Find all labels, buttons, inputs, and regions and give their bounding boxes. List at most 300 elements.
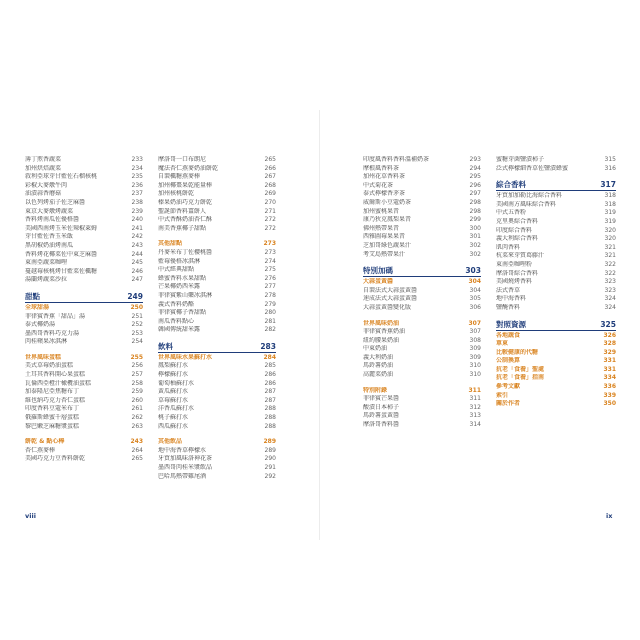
toc-title: 油漬蒜香蘑菇 xyxy=(25,190,62,198)
toc-page-number: 263 xyxy=(131,422,143,430)
toc-page-number: 336 xyxy=(603,383,616,391)
toc-entry xyxy=(25,233,143,242)
toc-entry xyxy=(363,233,481,242)
toc-title: 抗老「食養」聖處 xyxy=(496,365,545,373)
toc-title: 摩洛哥香料醬 xyxy=(363,421,400,429)
toc-entry xyxy=(496,227,616,236)
toc-page-number: 273 xyxy=(264,248,276,256)
toc-title: 餅乾 & 點心棒 xyxy=(25,438,65,446)
toc-subsection-heading xyxy=(496,349,616,358)
toc-title: 各地蔬食 xyxy=(496,331,521,339)
toc-entry xyxy=(363,156,481,165)
toc-page-number: 311 xyxy=(469,395,481,403)
toc-page-number: 235 xyxy=(131,173,143,181)
toc-subsection-heading xyxy=(496,340,616,349)
toc-title: 佛州熱帶果昔 xyxy=(363,224,400,232)
toc-entry xyxy=(496,235,616,244)
toc-page-number: 253 xyxy=(131,329,143,337)
toc-page-number: 294 xyxy=(469,164,481,172)
toc-title: 美國巧克力豆香料餅乾 xyxy=(25,455,86,463)
toc-page-number: 322 xyxy=(604,269,616,277)
toc-entry xyxy=(25,447,143,456)
toc-page-number: 285 xyxy=(264,362,276,370)
toc-page-number: 282 xyxy=(264,326,276,334)
toc-entry xyxy=(363,199,481,208)
toc-title: 菲律賓椰子香甜點 xyxy=(158,309,207,317)
toc-page-number: 239 xyxy=(131,207,143,215)
toc-title: 中東奶油 xyxy=(363,345,388,353)
toc-title: 肉桂蘋果冰淇淋 xyxy=(25,338,68,346)
toc-page-number: 331 xyxy=(603,357,616,365)
toc-entry xyxy=(158,326,276,335)
toc-title: 菲律賓香蕉奶油 xyxy=(363,328,406,336)
toc-page-number: 301 xyxy=(469,233,481,241)
toc-page-number: 241 xyxy=(131,224,143,232)
toc-title: 參考文獻 xyxy=(496,383,521,391)
toc-title: 世界風味奶油 xyxy=(363,319,400,327)
toc-subsection-heading xyxy=(496,374,616,383)
toc-entry xyxy=(158,199,276,208)
toc-title: 義大利奶油 xyxy=(363,353,394,361)
toc-entry xyxy=(363,337,481,346)
spacer xyxy=(363,313,481,320)
toc-title: 菲律賓紫山藥冰淇淋 xyxy=(158,291,213,299)
toc-page-number: 267 xyxy=(264,173,276,181)
toc-title: 加州核桃餅乾 xyxy=(158,190,195,198)
toc-page-number: 300 xyxy=(469,224,481,232)
toc-page-number: 234 xyxy=(131,164,143,172)
toc-section-heading xyxy=(496,180,616,191)
toc-page-number: 274 xyxy=(264,257,276,265)
toc-page-number: 320 xyxy=(604,226,616,234)
toc-entry xyxy=(363,216,481,225)
toc-title: 印度綜合香料 xyxy=(496,226,533,234)
toc-page-number: 261 xyxy=(131,405,143,413)
toc-page-number: 320 xyxy=(604,235,616,243)
toc-entry xyxy=(25,362,143,371)
toc-page-number: 244 xyxy=(131,250,143,258)
toc-title: 鳳梨蘇打水 xyxy=(158,362,189,370)
toc-entry xyxy=(158,414,276,423)
spacer xyxy=(158,233,276,240)
toc-subsection-heading xyxy=(496,357,616,366)
toc-entry xyxy=(25,388,143,397)
page-number-left: viii xyxy=(25,512,36,520)
toc-title: 魔法杏仁燕麥奶油餅乾 xyxy=(158,164,219,172)
toc-page-number: 289 xyxy=(264,446,276,454)
toc-entry xyxy=(25,251,143,260)
toc-entry xyxy=(158,165,276,174)
toc-page-number: 302 xyxy=(469,241,481,249)
toc-title: 檸檬蘇打水 xyxy=(158,371,189,379)
toc-title: 特別附錄 xyxy=(363,386,388,394)
toc-page-number: 334 xyxy=(603,374,616,382)
toc-section-heading xyxy=(158,342,276,353)
toc-page-number: 260 xyxy=(131,396,143,404)
toc-title: 敘利亞球芽甘藍佐石榴核桃 xyxy=(25,173,98,181)
toc-page-number: 309 xyxy=(469,353,481,361)
toc-page-number: 298 xyxy=(469,207,481,215)
toc-page-number: 331 xyxy=(603,365,616,373)
toc-entry xyxy=(363,295,481,304)
toc-title: 其他甜點 xyxy=(158,240,183,248)
toc-subsection-heading xyxy=(496,392,616,401)
toc-title: 藍莓優格冰淇淋 xyxy=(158,257,201,265)
toc-page-number: 279 xyxy=(264,300,276,308)
toc-title: 牙買加風味洛神花茶 xyxy=(158,455,213,463)
toc-entry xyxy=(25,371,143,380)
toc-subsection-heading xyxy=(496,383,616,392)
toc-title: 蜂蜜香料水果甜點 xyxy=(158,274,207,282)
toc-page-number: 310 xyxy=(469,362,481,370)
toc-entry xyxy=(496,201,616,210)
toc-page-number: 284 xyxy=(263,353,276,361)
toc-page-number: 306 xyxy=(469,303,481,311)
toc-title: 杭菜來芽質葛藤汁 xyxy=(496,252,545,260)
toc-page-number: 290 xyxy=(264,455,276,463)
toc-entry xyxy=(25,259,143,268)
toc-title: 印度風香料香料溫補奶茶 xyxy=(363,156,430,163)
toc-title: 自製楓糖燕麥棒 xyxy=(158,173,201,181)
toc-entry xyxy=(363,345,481,354)
toc-page-number: 259 xyxy=(131,388,143,396)
toc-page-number: 286 xyxy=(264,371,276,379)
toc-title: 俄羅斯蜂蜜千層蛋糕 xyxy=(25,414,80,422)
toc-page-number: 238 xyxy=(131,198,143,206)
toc-page-number: 257 xyxy=(131,371,143,379)
toc-title: 洋香瓜蘇打水 xyxy=(158,405,195,413)
toc-title: 中式菊花茶 xyxy=(363,181,394,189)
toc-title: 法式香草 xyxy=(496,286,521,294)
toc-entry xyxy=(158,447,276,456)
toc-page-number: 272 xyxy=(264,216,276,224)
toc-title: 加州椰棗果乾能量棒 xyxy=(158,181,213,189)
toc-page-number: 323 xyxy=(604,286,616,294)
toc-entry xyxy=(363,165,481,174)
toc-entry xyxy=(158,173,276,182)
toc-entry xyxy=(363,412,481,421)
toc-title: 對照資源 xyxy=(496,319,526,329)
toc-entry xyxy=(25,165,143,174)
toc-title: 摩洛哥一口布朗尼 xyxy=(158,156,207,163)
toc-page-number: 328 xyxy=(603,340,616,348)
toc-entry xyxy=(25,380,143,389)
toc-page-number: 277 xyxy=(264,283,276,291)
toc-page-number: 304 xyxy=(469,286,481,294)
toc-entry xyxy=(158,283,276,292)
book-gutter xyxy=(319,110,320,540)
toc-entry xyxy=(158,249,276,258)
toc-entry xyxy=(496,278,616,287)
toc-title: 加州蜜桃果昔 xyxy=(363,207,400,215)
toc-page-number: 304 xyxy=(468,278,481,286)
toc-title: 中式香酥奶油杏仁酥 xyxy=(158,216,213,224)
toc-entry xyxy=(25,313,143,322)
toc-subsection-heading xyxy=(363,320,481,329)
spacer xyxy=(25,431,143,438)
toc-entry xyxy=(25,225,143,234)
toc-title: 泰式椰奶湯 xyxy=(25,321,56,329)
toc-page-number: 315 xyxy=(604,156,616,163)
toc-page-number: 325 xyxy=(600,319,616,329)
toc-title: 大蒜蛋黃醬變化版 xyxy=(363,303,412,311)
toc-page-number: 271 xyxy=(264,207,276,215)
toc-title: 抗老「食養」指南 xyxy=(496,374,545,382)
toc-title: 牙買加加勒比海綜合香料 xyxy=(496,192,563,200)
toc-entry xyxy=(496,252,616,261)
toc-entry xyxy=(25,338,143,347)
toc-page-number: 240 xyxy=(131,216,143,224)
toc-entry xyxy=(363,251,481,260)
toc-entry xyxy=(496,295,616,304)
toc-entry xyxy=(25,397,143,406)
toc-entry xyxy=(158,156,276,165)
toc-entry xyxy=(158,292,276,301)
toc-page-number: 269 xyxy=(264,190,276,198)
toc-title: 中式五香粉 xyxy=(496,209,527,217)
toc-title: 比較健康的代糖 xyxy=(496,348,539,356)
toc-entry xyxy=(158,318,276,327)
toc-title: 世界風味蛋糕 xyxy=(25,353,62,361)
toc-title: 維也納巧克力杏仁蛋糕 xyxy=(25,396,86,404)
toc-page-number: 319 xyxy=(604,217,616,225)
toc-title: 康乃狄克鳳梨果昔 xyxy=(363,216,412,224)
toc-page-number: 329 xyxy=(603,348,616,356)
toc-page-number: 310 xyxy=(469,371,481,379)
toc-title: 綜合香料 xyxy=(496,180,526,190)
toc-page-number: 316 xyxy=(604,164,616,172)
toc-entry xyxy=(158,309,276,318)
toc-entry xyxy=(158,301,276,310)
toc-entry xyxy=(158,473,276,482)
toc-subsection-heading xyxy=(158,354,276,363)
toc-page-number: 308 xyxy=(469,336,481,344)
toc-title: 瓦倫西亞橙汁橄欖油蛋糕 xyxy=(25,379,92,387)
toc-entry xyxy=(158,371,276,380)
toc-entry xyxy=(25,190,143,199)
toc-entry xyxy=(158,423,276,432)
toc-entry xyxy=(25,182,143,191)
toc-page-number: 283 xyxy=(260,341,276,351)
toc-title: 西雅圖莓果果昔 xyxy=(363,233,406,241)
toc-entry xyxy=(363,371,481,380)
toc-entry xyxy=(363,242,481,251)
toc-entry xyxy=(363,208,481,217)
toc-title: 桃子蘇打水 xyxy=(158,414,189,422)
toc-entry xyxy=(363,421,481,430)
toc-title: 蔓越莓核桃烤甘藍菜佐楓糖 xyxy=(25,267,98,275)
toc-title: 以色列烤茄子佐芝麻醬 xyxy=(25,198,86,206)
toc-title: 世界風味水果蘇打水 xyxy=(158,353,213,361)
toc-title: 地中海香草檸檬水 xyxy=(158,446,207,454)
toc-page-number: 307 xyxy=(468,319,481,327)
toc-title: 高麗菜奶油 xyxy=(363,371,394,379)
toc-subsection-heading xyxy=(25,438,143,447)
toc-subsection-heading xyxy=(363,387,481,396)
toc-page-number: 295 xyxy=(469,173,481,181)
toc-entry xyxy=(158,275,276,284)
toc-title: 巴哈馬熱帶雞尾酒 xyxy=(158,472,207,480)
toc-title: 韓國傳統甜米露 xyxy=(158,326,201,334)
toc-entry xyxy=(25,423,143,432)
toc-page-number: 265 xyxy=(264,156,276,163)
toc-page-number: 293 xyxy=(469,156,481,163)
toc-section-heading xyxy=(496,320,616,331)
toc-entry xyxy=(496,165,616,174)
spacer xyxy=(25,347,143,354)
toc-entry xyxy=(363,362,481,371)
toc-page-number: 288 xyxy=(264,422,276,430)
toc-title: 關於作者 xyxy=(496,400,521,408)
toc-title: 威爾斯小豆蔻奶茶 xyxy=(363,198,412,206)
toc-page-number: 326 xyxy=(603,331,616,339)
toc-page-number: 291 xyxy=(264,464,276,471)
toc-entry xyxy=(158,405,276,414)
toc-title: 紐約腰果奶油 xyxy=(363,336,400,344)
toc-entry xyxy=(496,218,616,227)
toc-page-number: 251 xyxy=(131,312,143,320)
toc-page-number: 321 xyxy=(604,252,616,260)
toc-page-number: 243 xyxy=(131,241,143,249)
toc-entry xyxy=(496,244,616,253)
toc-title: 義大利綜合香料 xyxy=(496,235,539,243)
toc-entry xyxy=(158,266,276,275)
toc-page-number: 247 xyxy=(131,276,143,284)
toc-subsection-heading xyxy=(158,240,276,249)
toc-page-number: 258 xyxy=(131,379,143,387)
toc-column-2 xyxy=(158,156,276,481)
toc-page-number: 314 xyxy=(469,421,481,429)
toc-page-number: 278 xyxy=(264,291,276,299)
toc-page-number: 252 xyxy=(131,321,143,329)
toc-column-4 xyxy=(496,156,616,409)
toc-page-number: 250 xyxy=(130,303,143,311)
toc-entry xyxy=(25,242,143,251)
toc-entry xyxy=(158,190,276,199)
toc-title: 聖誕節香料薑餅人 xyxy=(158,207,207,215)
toc-page-number: 262 xyxy=(131,414,143,422)
toc-title: 摩根風香料茶 xyxy=(363,164,400,172)
toc-entry xyxy=(363,182,481,191)
toc-entry xyxy=(158,464,276,473)
toc-page-number: 313 xyxy=(469,412,481,420)
toc-subsection-heading xyxy=(25,354,143,363)
toc-title: 草莓蘇打水 xyxy=(158,396,189,404)
toc-page-number: 288 xyxy=(264,414,276,422)
toc-entry xyxy=(496,304,616,313)
toc-page-number: 245 xyxy=(131,259,143,267)
toc-title: 考艾島熱帶果汁 xyxy=(363,250,406,258)
toc-page-number: 236 xyxy=(131,181,143,189)
toc-page-number: 292 xyxy=(264,472,276,480)
toc-entry xyxy=(25,268,143,277)
toc-page-number: 319 xyxy=(604,209,616,217)
toc-title: 馬鈴薯奶油 xyxy=(363,362,394,370)
toc-entry xyxy=(158,397,276,406)
toc-subsection-heading xyxy=(496,400,616,409)
toc-title: 葡萄柚蘇打水 xyxy=(158,379,195,387)
toc-title: 印度香料豆蔻米布丁 xyxy=(25,405,80,413)
toc-title: 土耳其香料開心果蛋糕 xyxy=(25,371,86,379)
toc-entry xyxy=(25,208,143,217)
toc-page-number: 309 xyxy=(469,345,481,353)
toc-title: 單東 xyxy=(496,340,509,348)
toc-entry xyxy=(25,199,143,208)
toc-entry xyxy=(25,330,143,339)
toc-title: 蜜糖芽菌鹽漬柿子 xyxy=(496,156,545,163)
spacer xyxy=(363,380,481,387)
toc-title: 彩椒大麥燉牛肉 xyxy=(25,181,68,189)
toc-page-number: 273 xyxy=(263,240,276,248)
toc-title: 公制換算 xyxy=(496,357,521,365)
toc-title: 其他飲品 xyxy=(158,438,183,446)
toc-page-number: 242 xyxy=(131,233,143,241)
toc-page-number: 255 xyxy=(130,353,143,361)
page-number-right: ix xyxy=(606,512,613,520)
toc-page-number: 324 xyxy=(604,295,616,303)
toc-page-number: 302 xyxy=(469,250,481,258)
toc-page-number: 297 xyxy=(469,190,481,198)
toc-title: 湯蘭烤蔬菜沙拉 xyxy=(25,276,68,284)
toc-title: 杏仁燕麥棒 xyxy=(25,446,56,454)
toc-title: 全球甜湯 xyxy=(25,303,50,311)
toc-page-number: 280 xyxy=(264,309,276,317)
toc-entry xyxy=(158,258,276,267)
toc-title: 馬鈴薯蛋黃醬 xyxy=(363,412,400,420)
toc-entry xyxy=(25,455,143,464)
toc-page-number: 287 xyxy=(264,396,276,404)
toc-entry xyxy=(363,328,481,337)
toc-title: 南瓜香料點心 xyxy=(158,317,195,325)
toc-page-number: 318 xyxy=(604,192,616,200)
toc-page-number: 339 xyxy=(603,391,616,399)
toc-entry xyxy=(496,156,616,165)
toc-page-number: 266 xyxy=(264,164,276,172)
toc-page-number: 296 xyxy=(469,181,481,189)
toc-entry xyxy=(25,405,143,414)
toc-title: 大蒜蛋黃醬 xyxy=(363,278,394,286)
toc-subsection-heading xyxy=(25,304,143,313)
toc-page-number: 322 xyxy=(604,260,616,268)
toc-title: 香料烤南瓜佐優格醬 xyxy=(25,216,80,224)
toc-page-number: 312 xyxy=(469,403,481,411)
toc-page-number: 281 xyxy=(264,317,276,325)
toc-title: 克里奧綜合香料 xyxy=(496,217,539,225)
toc-entry xyxy=(363,304,481,313)
toc-column-1 xyxy=(25,156,143,464)
spacer xyxy=(496,313,616,320)
toc-page-number: 299 xyxy=(469,216,481,224)
toc-entry xyxy=(158,208,276,217)
toc-title: 加州烘焙蔬菜 xyxy=(25,164,62,172)
toc-title: 西瓜蘇打水 xyxy=(158,422,189,430)
toc-title: 美國西南烤玉米佐辣椒萊姆 xyxy=(25,224,98,232)
toc-entry xyxy=(363,190,481,199)
toc-title: 南美香蕉椰子甜點 xyxy=(158,224,207,232)
toc-entry xyxy=(496,287,616,296)
toc-page-number: 318 xyxy=(604,200,616,208)
toc-entry xyxy=(363,287,481,296)
toc-entry xyxy=(363,404,481,413)
toc-title: 泰式檸檬香茅茶 xyxy=(363,190,406,198)
toc-page-number: 324 xyxy=(604,303,616,311)
toc-entry xyxy=(496,209,616,218)
toc-title: 地中海香料 xyxy=(496,295,527,303)
toc-title: 墨西哥香料巧克力湯 xyxy=(25,329,80,337)
toc-entry xyxy=(363,173,481,182)
toc-entry xyxy=(363,354,481,363)
toc-section-heading xyxy=(25,292,143,303)
